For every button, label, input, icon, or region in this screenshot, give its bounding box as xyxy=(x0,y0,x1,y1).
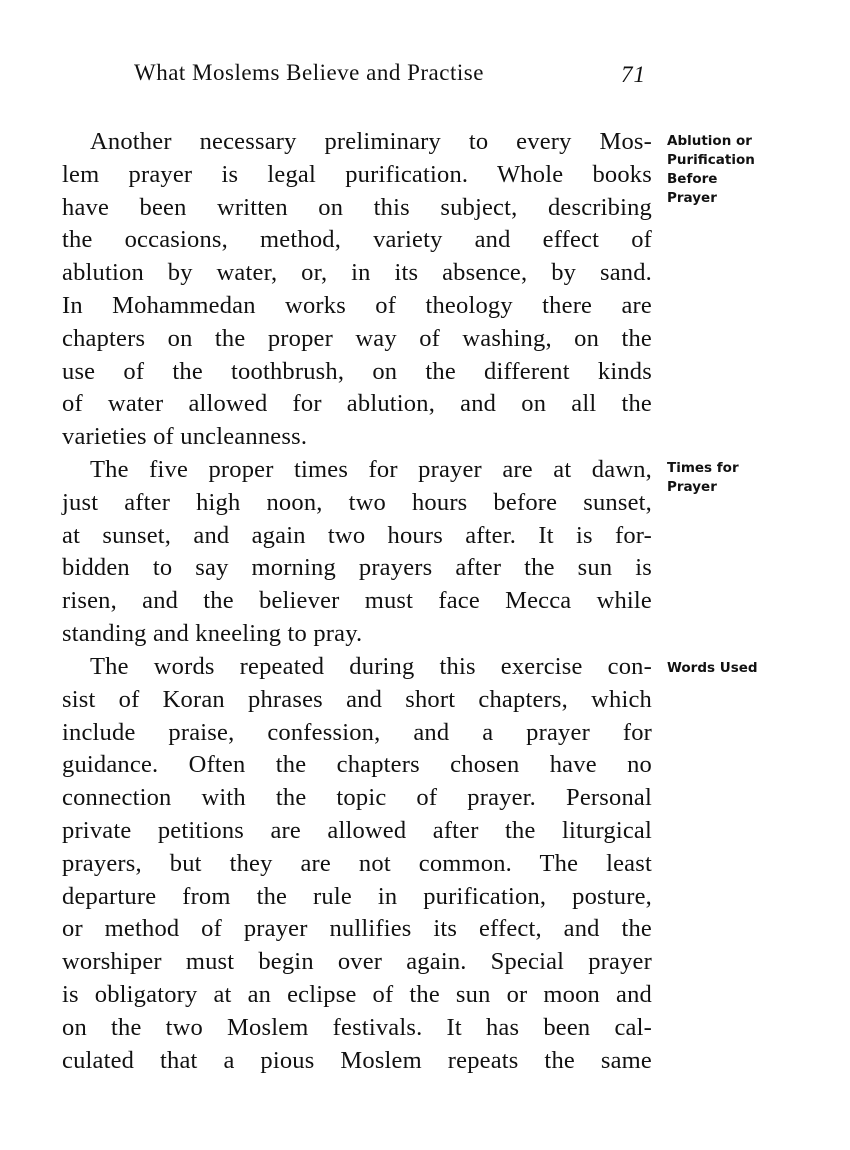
text-line: at sunset, and again two hours after. It is for- xyxy=(62,521,652,549)
text-line: the occasions, method, variety and effect of xyxy=(62,226,652,254)
margin-note-ablution xyxy=(667,132,827,208)
text-line: In Mohammedan works of theology there are xyxy=(62,291,652,319)
paragraph-words xyxy=(62,651,652,1077)
text-line: on the two Moslem festivals. It has been cal- xyxy=(62,1013,652,1041)
text-line: or method of prayer nullifies its effect, and the xyxy=(62,915,652,943)
text-line: risen, and the believer must face Mecca while xyxy=(62,587,652,615)
text-line: just after high noon, two hours before sunset, xyxy=(62,488,652,516)
margin-note-line: Words Used xyxy=(667,660,758,676)
text-line: private petitions are allowed after the liturgical xyxy=(62,816,652,844)
margin-note-line: Before xyxy=(667,171,718,187)
text-line: use of the toothbrush, on the different kinds xyxy=(62,357,652,385)
text-line: is obligatory at an eclipse of the sun or moon and xyxy=(62,980,652,1008)
text-line: sist of Koran phrases and short chapters, which xyxy=(62,685,652,713)
margin-note-words xyxy=(667,659,827,678)
text-line: include praise, confession, and a prayer for xyxy=(62,718,652,746)
text-line: bidden to say morning prayers after the sun is xyxy=(62,554,652,582)
text-line: culated that a pious Moslem repeats the same xyxy=(62,1046,652,1074)
text-line: lem prayer is legal purification. Whole books xyxy=(62,160,652,188)
text-line: Another necessary preliminary to every Mos- xyxy=(90,128,652,155)
text-line: standing and kneeling to pray. xyxy=(62,619,363,647)
margin-note-times xyxy=(667,459,827,497)
text-line: varieties of uncleanness. xyxy=(62,423,308,451)
paragraph-times xyxy=(62,454,652,651)
text-line: of water allowed for ablution, and on all the xyxy=(62,390,652,418)
running-header xyxy=(0,60,850,96)
text-line: connection with the topic of prayer. Personal xyxy=(62,784,652,812)
running-title: What Moslems Believe and Practise xyxy=(134,60,484,85)
text-line: chapters on the proper way of washing, on the xyxy=(62,324,652,352)
text-line: departure from the rule in purification, posture, xyxy=(62,882,652,910)
margin-note-line: Purification xyxy=(667,152,755,168)
text-line: guidance. Often the chapters chosen have no xyxy=(62,751,652,779)
text-line: prayers, but they are not common. The least xyxy=(62,849,652,877)
margin-note-line: Prayer xyxy=(667,190,717,206)
margin-note-line: Times for xyxy=(667,460,739,476)
text-line: have been written on this subject, describing xyxy=(62,193,652,221)
page-number: 71 xyxy=(621,62,646,87)
margin-note-line: Prayer xyxy=(667,479,717,495)
text-line: worshiper must begin over again. Special prayer xyxy=(62,948,652,976)
text-line: ablution by water, or, in its absence, by sand. xyxy=(62,259,652,287)
paragraph-ablution xyxy=(62,126,652,454)
text-line: The five proper times for prayer are at dawn, xyxy=(90,456,652,483)
text-line: The words repeated during this exercise con- xyxy=(90,653,652,680)
margin-note-line: Ablution or xyxy=(667,133,752,149)
